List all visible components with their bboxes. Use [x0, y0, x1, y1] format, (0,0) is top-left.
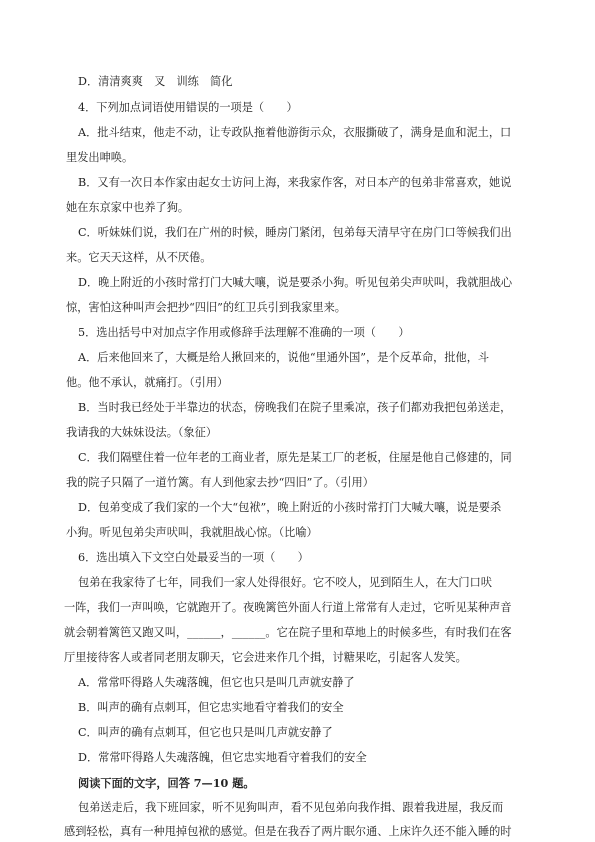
option-4c-line1: C．听妹妹们说，我们在广州的时候，睡房门紧闭，包弟每天清早守在房门口等候我们出 [78, 226, 512, 239]
question-4-stem: 4．下列加点词语使用错误的一项是（ ） [78, 101, 298, 114]
option-6c: C．叫声的确有点刺耳，但它也只是叫几声就安静了 [78, 726, 333, 739]
option-6a: A．常常吓得路人失魂落魄，但它也只是叫几声就安静了 [78, 676, 355, 689]
question-6-stem: 6．选出填入下文空白处最妥当的一项（ ） [78, 551, 309, 564]
passage-6-line2: 一阵，我们一声叫唤，它就跑开了。夜晚篱笆外面人行道上常常有人走过，它听见某种声音 [64, 601, 512, 614]
reading-passage-line2: 感到轻松，真有一种甩掉包袱的感觉。但是在我吞了两片眠尔通、上床许久还不能入睡的时 [64, 825, 512, 838]
option-5c-line1: C．我们隔壁住着一位年老的工商业者，原先是某工厂的老板，住屋是他自己修建的，同 [78, 451, 512, 464]
option-5b-line2: 我请我的大妹妹设法。（象征） [66, 426, 218, 439]
option-4d-line1: D．晚上附近的小孩时常打门大喊大嚷，说是要杀小狗。听见包弟尖声吠叫，我就胆战心 [78, 276, 513, 289]
option-5c-line2: 我的院子只隔了一道竹篱。有人到他家去抄“四旧”了。（引用） [66, 476, 374, 489]
option-3d: D．清清爽爽 叉 训练 简化 [78, 75, 233, 88]
option-5a-line2: 他。他不承认，就痛打。（引用） [66, 376, 229, 389]
reading-passage-line1: 包弟送走后，我下班回家，听不见狗叫声，看不见包弟向我作揖、跟着我进屋，我反而 [78, 801, 504, 814]
option-4a-line1: A．批斗结束，他走不动，让专政队拖着他游街示众，衣服撕破了，满身是血和泥土，口 [78, 126, 512, 139]
passage-6-line3: 就会朝着篱笆又跑又叫，______，______。它在院子里和草地上的时候多些，有时我们在客 [64, 626, 512, 639]
option-4b-line1: B．又有一次日本作家由起女士访问上海，来我家作客，对日本产的包弟非常喜欢，她说 [78, 176, 512, 189]
passage-6-line4: 厅里接待客人或者同老朋友聊天，它会进来作几个揖，讨糖果吃，引起客人发笑。 [64, 651, 467, 664]
option-5d-line2: 小狗。听见包弟尖声吠叫，我就胆战心惊。（比喻） [66, 526, 318, 539]
option-4a-line2: 里发出呻唤。 [66, 151, 134, 164]
option-4c-line2: 来。它天天这样，从不厌倦。 [66, 251, 212, 264]
option-5d-line1: D．包弟变成了我们家的一个大“包袱”，晚上附近的小孩时常打门大喊大嚷，说是要杀 [78, 501, 502, 514]
option-5b-line1: B．当时我已经处于半靠边的状态，傍晚我们在院子里乘凉，孩子们都劝我把包弟送走， [78, 401, 512, 414]
option-6d: D．常常吓得路人失魂落魄，但它忠实地看守着我们的安全 [78, 751, 367, 764]
option-4b-line2: 她在东京家中也养了狗。 [66, 201, 190, 214]
question-5-stem: 5．选出括号中对加点字作用或修辞手法理解不准确的一项（ ） [78, 326, 410, 339]
reading-section-heading: 阅读下面的文字，回答 7—10 题。 [78, 776, 255, 790]
option-4d-line2: 惊，害怕这种叫声会把抄“四旧”的红卫兵引到我家里来。 [66, 301, 346, 314]
passage-6-line1: 包弟在我家待了七年，同我们一家人处得很好。它不咬人，见到陌生人，在大门口吠 [78, 576, 492, 589]
option-5a-line1: A．后来他回来了，大概是给人揪回来的，说他“里通外国”，是个反革命，批他，斗 [78, 351, 490, 364]
option-6b: B．叫声的确有点刺耳，但它忠实地看守着我们的安全 [78, 701, 344, 714]
